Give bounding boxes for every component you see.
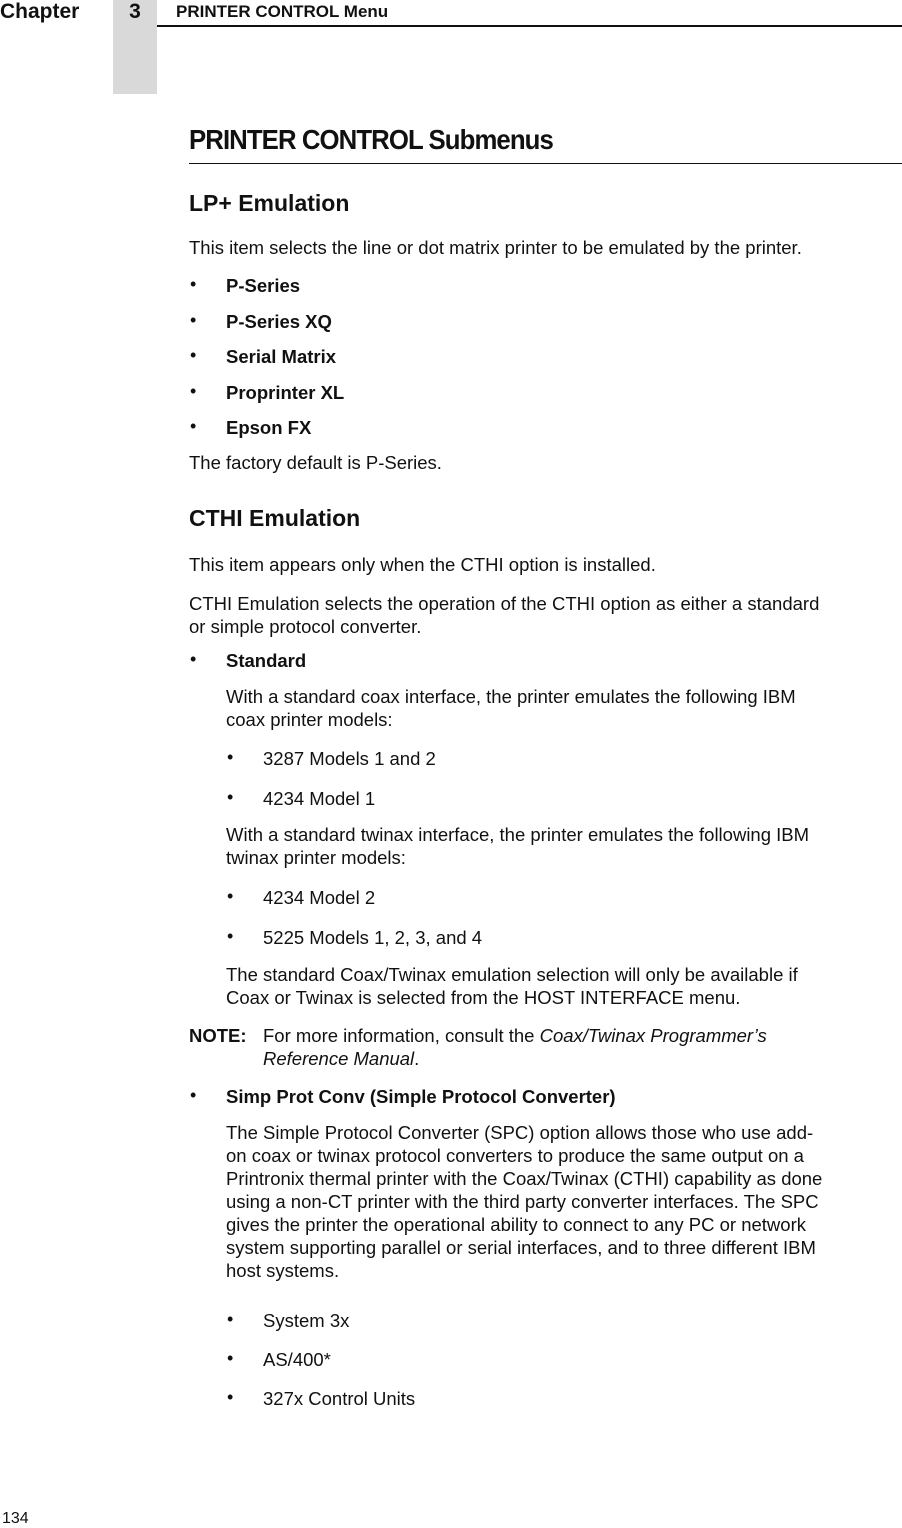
availability-line1: The standard Coax/Twinax emulation selection will only be available if — [226, 964, 798, 985]
twinax-text-line1: With a standard twinax interface, the printer emulates the following IBM — [226, 824, 810, 845]
note-text-line2 — [263, 1047, 419, 1070]
page-number: 134 — [2, 1510, 29, 1527]
bullet-icon: • — [227, 787, 234, 807]
bullet-icon: • — [227, 747, 234, 767]
bullet-icon: • — [190, 310, 197, 330]
bullet-icon: • — [227, 926, 234, 946]
note-manual-title-line2: Reference Manual — [263, 1048, 415, 1069]
spc-text-line: Printronix thermal printer with the Coax/Twinax (CTHI) capability as done — [226, 1168, 823, 1189]
lp-emulation-heading: LP+ Emulation — [189, 190, 350, 216]
bullet-icon: • — [190, 274, 197, 294]
bullet-icon: • — [190, 345, 197, 365]
lp-option: P-Series — [226, 275, 301, 296]
cthi-emulation-heading: CTHI Emulation — [189, 505, 361, 531]
spc-text-line: system supporting parallel or serial interfaces, and to three different IBM — [226, 1237, 816, 1258]
chapter-number: 3 — [129, 0, 141, 23]
note-text — [263, 1024, 767, 1047]
lp-option: Serial Matrix — [226, 346, 337, 367]
bullet-icon: • — [227, 1387, 234, 1407]
lp-default-text: The factory default is P-Series. — [189, 452, 442, 473]
running-header-title: PRINTER CONTROL Menu — [176, 2, 389, 21]
lp-option: Epson FX — [226, 417, 312, 438]
chapter-tab — [113, 0, 157, 94]
spc-host: AS/400* — [263, 1349, 331, 1370]
twinax-model: 4234 Model 2 — [263, 887, 376, 908]
spc-label: Simp Prot Conv (Simple Protocol Converter) — [226, 1086, 616, 1107]
twinax-text-line2: twinax printer models: — [226, 847, 406, 868]
cthi-intro-2-line2: or simple protocol converter. — [189, 616, 422, 637]
standard-label: Standard — [226, 650, 307, 671]
spc-text-line: host systems. — [226, 1260, 340, 1281]
chapter-label: Chapter — [0, 0, 80, 23]
bullet-icon: • — [190, 381, 197, 401]
section-title: PRINTER CONTROL Submenus — [189, 124, 553, 155]
bullet-icon: • — [227, 886, 234, 906]
spc-text-line: gives the printer the operational ability to connect to any PC or network — [226, 1214, 806, 1235]
cthi-intro-1: This item appears only when the CTHI option is installed. — [189, 554, 656, 575]
bullet-icon: • — [190, 416, 197, 436]
spc-host: System 3x — [263, 1310, 350, 1331]
lp-emulation-intro: This item selects the line or dot matrix printer to be emulated by the printer. — [189, 237, 802, 258]
availability-line2: Coax or Twinax is selected from the HOST INTERFACE menu. — [226, 987, 741, 1008]
note-period: . — [414, 1048, 420, 1069]
cthi-intro-2-line1: CTHI Emulation selects the operation of the CTHI option as either a standard — [189, 593, 820, 614]
coax-model: 3287 Models 1 and 2 — [263, 748, 436, 769]
note-manual-title-line1: Coax/Twinax Programmer’s — [539, 1025, 767, 1046]
bullet-icon: • — [190, 1085, 197, 1105]
note-text-lead: For more information, consult the — [263, 1025, 540, 1046]
lp-option: Proprinter XL — [226, 382, 345, 403]
bullet-icon: • — [227, 1309, 234, 1329]
spc-text-line: on coax or twinax protocol converters to produce the same output on a — [226, 1145, 804, 1166]
bullet-icon: • — [227, 1348, 234, 1368]
section-rule — [189, 163, 902, 164]
lp-option: P-Series XQ — [226, 311, 332, 332]
bullet-icon: • — [190, 649, 197, 669]
spc-text-line: The Simple Protocol Converter (SPC) option allows those who use add- — [226, 1122, 814, 1143]
note-label: NOTE: — [189, 1025, 247, 1046]
coax-model: 4234 Model 1 — [263, 788, 376, 809]
coax-text-line2: coax printer models: — [226, 709, 393, 730]
coax-text-line1: With a standard coax interface, the printer emulates the following IBM — [226, 686, 796, 707]
twinax-model: 5225 Models 1, 2, 3, and 4 — [263, 927, 483, 948]
header-rule — [157, 25, 902, 27]
spc-host: 327x Control Units — [263, 1388, 416, 1409]
spc-text-line: using a non-CT printer with the third party converter interfaces. The SPC — [226, 1191, 819, 1212]
